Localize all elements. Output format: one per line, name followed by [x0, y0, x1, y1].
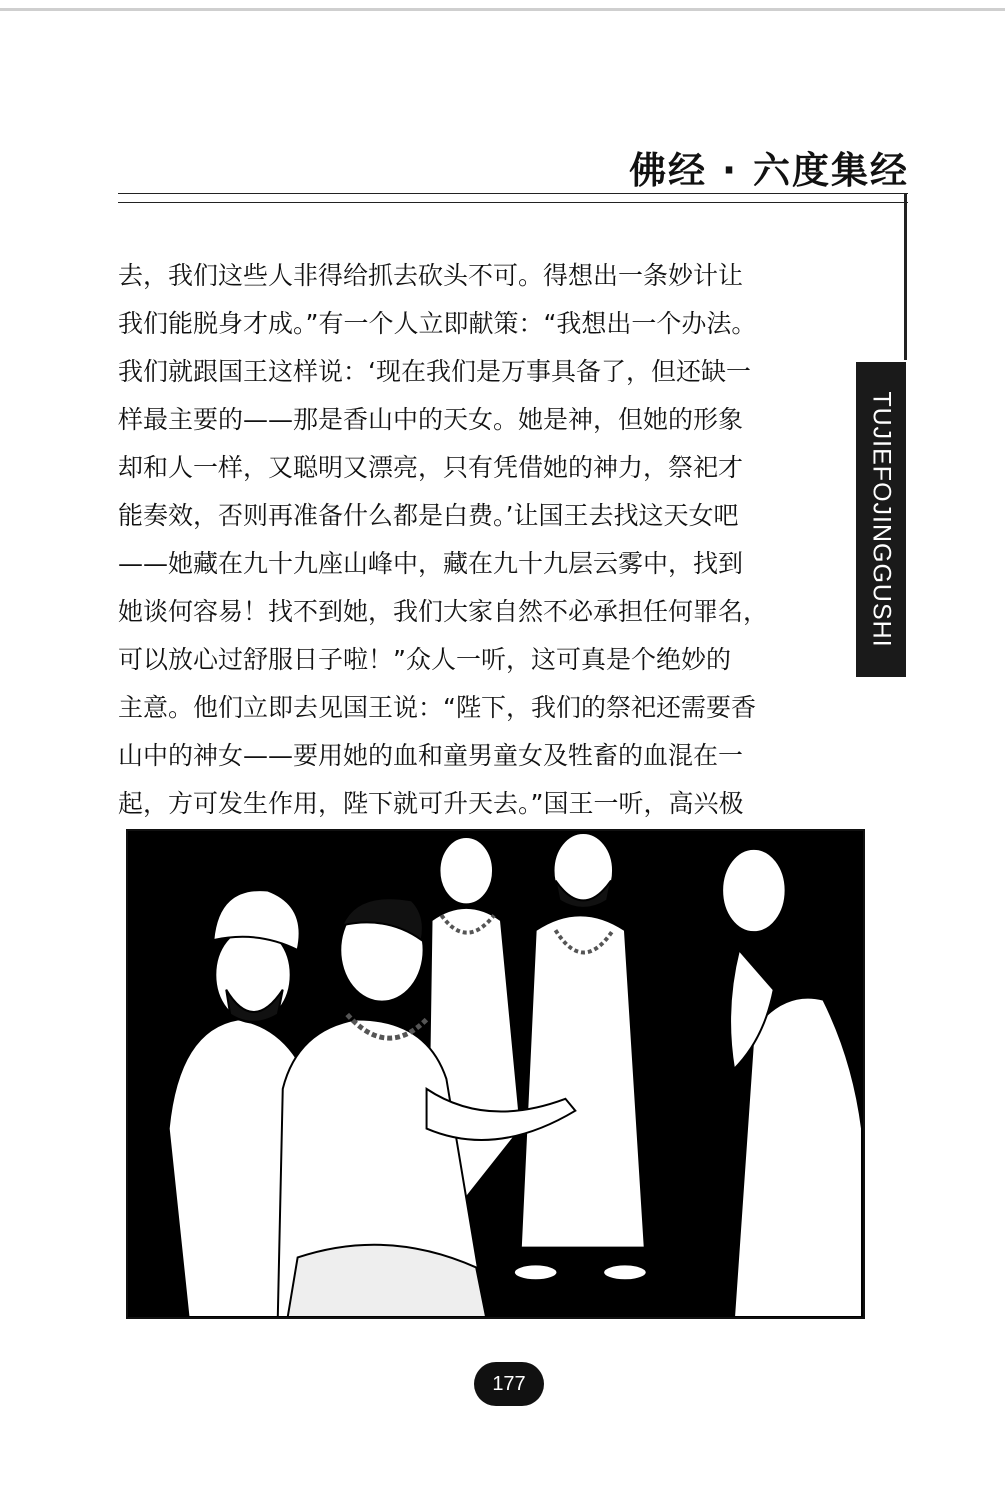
- top-rule: [0, 8, 1005, 11]
- text-line: 去，我们这些人非得给抓去砍头不可。得想出一条妙计让: [118, 261, 744, 290]
- header-vertical-rule: [904, 193, 907, 360]
- text-line: 可以放心过舒服日子啦！”众人一听，这可真是个绝妙的: [118, 645, 731, 674]
- side-tab: [856, 362, 906, 677]
- text-line: 她谈何容易！找不到她，我们大家自然不必承担任何罪名，: [118, 597, 769, 626]
- text-line: ——她藏在九十九座山峰中，藏在九十九层云雾中，找到: [118, 549, 744, 578]
- text-line: 却和人一样，又聪明又漂亮，只有凭借她的神力，祭祀才: [118, 453, 744, 482]
- page-number-badge: [474, 1362, 544, 1406]
- text-line: 我们就跟国王这样说：‘现在我们是万事具备了，但还缺一: [118, 357, 751, 386]
- body-text: [118, 252, 818, 828]
- header-double-rule: [118, 193, 908, 203]
- text-line: 主意。他们立即去见国王说：“陛下，我们的祭祀还需要香: [118, 693, 756, 722]
- text-line: 样最主要的——那是香山中的天女。她是神，但她的形象: [118, 405, 744, 434]
- running-header-title: 佛经 · 六度集经: [629, 149, 909, 192]
- text-line: 山中的神女——要用她的血和童男童女及牲畜的血混在一: [118, 741, 744, 770]
- text-line: 我们能脱身才成。”有一个人立即献策：“我想出一个办法。: [118, 309, 757, 338]
- page-number: 177: [492, 1372, 526, 1395]
- text-line: 能奏效，否则再准备什么都是白费。’让国王去找这天女吧: [118, 501, 739, 530]
- side-tab-label: TUJIEFOJINGGUSHI: [867, 391, 896, 648]
- illustration: [126, 829, 865, 1319]
- illustration-drawing: [128, 831, 863, 1317]
- text-line: 起，方可发生作用，陛下就可升天去。”国王一听，高兴极: [118, 789, 744, 818]
